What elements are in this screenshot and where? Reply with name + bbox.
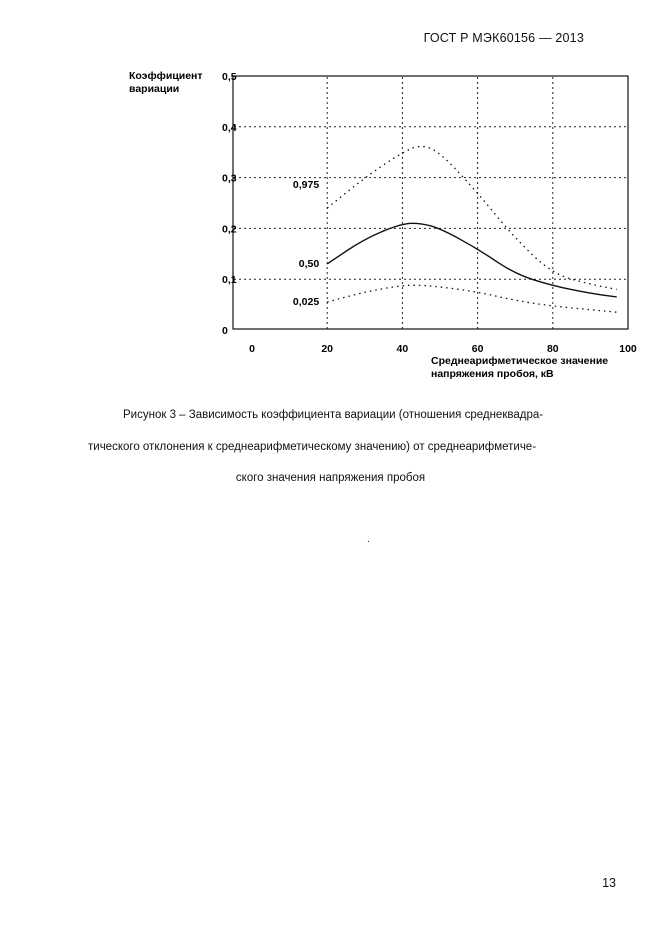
figure-caption-line-3: ского значения напряжения пробоя <box>235 472 426 484</box>
page-number: 13 <box>602 876 616 890</box>
y-axis-label-line1: Коэффициент <box>129 70 203 82</box>
series-label-0: 0,975 <box>292 179 320 192</box>
y-axis-label-line2: вариации <box>129 83 180 95</box>
y-tick-label-2: 0,2 <box>222 223 237 236</box>
x-tick-label-60: 60 <box>471 343 484 355</box>
x-tick-label-80: 80 <box>546 343 559 355</box>
series-labels <box>293 179 319 308</box>
x-axis-label-line2: напряжения пробоя, кВ <box>431 368 554 380</box>
stray-dot-mark: . <box>367 534 370 545</box>
y-tick-label-0: 0 <box>222 325 228 337</box>
x-tick-label-0: 0 <box>249 343 255 355</box>
figure-caption-line-2: тического отклонения к среднеарифметическому значению) от среднеарифметиче- <box>88 441 537 453</box>
series-line-0 <box>327 146 617 289</box>
x-tick-label-20: 20 <box>321 343 334 355</box>
series-label-2: 0,025 <box>292 296 320 309</box>
chart-series <box>327 146 617 312</box>
chart-ticks <box>222 71 637 355</box>
y-tick-label-1: 0,1 <box>222 274 237 287</box>
variation-coefficient-chart <box>0 0 661 400</box>
chart-grid <box>234 77 627 329</box>
plot-frame <box>233 76 628 329</box>
y-tick-label-4: 0,4 <box>222 121 237 134</box>
y-tick-label-3: 0,3 <box>222 172 237 185</box>
y-tick-label-5: 0,5 <box>222 71 237 83</box>
document-code-header: ГОСТ Р МЭК60156 — 2013 <box>423 31 584 45</box>
x-axis-label-line1: Среднеарифметическое значение <box>431 355 609 367</box>
series-label-1: 0,50 <box>298 257 320 270</box>
series-line-1 <box>327 223 617 297</box>
x-tick-label-40: 40 <box>396 343 409 355</box>
figure-caption-line-1: Рисунок 3 – Зависимость коэффициента вариации (отношения среднеквадра- <box>123 409 544 421</box>
x-tick-label-100: 100 <box>619 343 637 355</box>
